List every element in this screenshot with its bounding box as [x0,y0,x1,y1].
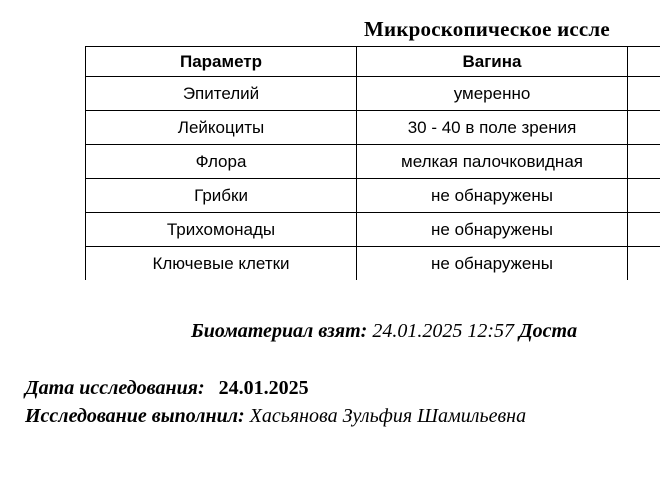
table-row [86,213,660,247]
row-parameter: Грибки [86,179,357,213]
row-extra [628,213,660,247]
table-row [86,145,660,179]
performed-by-label: Исследование выполнил: [25,405,245,427]
table-header-row [86,47,660,77]
table-row [86,247,660,281]
delivery-label: Доста [519,320,578,342]
row-extra [628,179,660,213]
biomaterial-datetime: 24.01.2025 12:57 [372,320,514,342]
row-parameter: Лейкоциты [86,111,357,145]
row-value: 30 - 40 в поле зрения [357,111,628,145]
table-row [86,179,660,213]
row-extra [628,77,660,111]
microscopy-table [85,46,660,280]
row-value: не обнаружены [357,179,628,213]
study-date-value: 24.01.2025 [218,377,309,399]
performed-by-line [25,405,526,428]
biomaterial-line [191,320,577,343]
row-parameter: Флора [86,145,357,179]
header-parameter: Параметр [86,47,357,77]
row-value: умеренно [357,77,628,111]
study-date-line [25,377,309,400]
performed-by-name: Хасьянова Зульфия Шамильевна [249,405,527,427]
row-extra [628,145,660,179]
microscopy-table-wrapper [85,46,660,286]
table-row [86,111,660,145]
row-value: не обнаружены [357,247,628,281]
row-parameter: Эпителий [86,77,357,111]
table-row [86,77,660,111]
row-parameter: Трихомонады [86,213,357,247]
biomaterial-label: Биоматериал взят: [191,320,368,342]
header-extra [628,47,660,77]
row-extra [628,111,660,145]
row-value: мелкая палочковидная [357,145,628,179]
report-title: Микроскопическое иссле [364,17,610,41]
header-vagina: Вагина [357,47,628,77]
study-date-label: Дата исследования: [25,377,205,399]
row-value: не обнаружены [357,213,628,247]
row-parameter: Ключевые клетки [86,247,357,281]
row-extra [628,247,660,281]
